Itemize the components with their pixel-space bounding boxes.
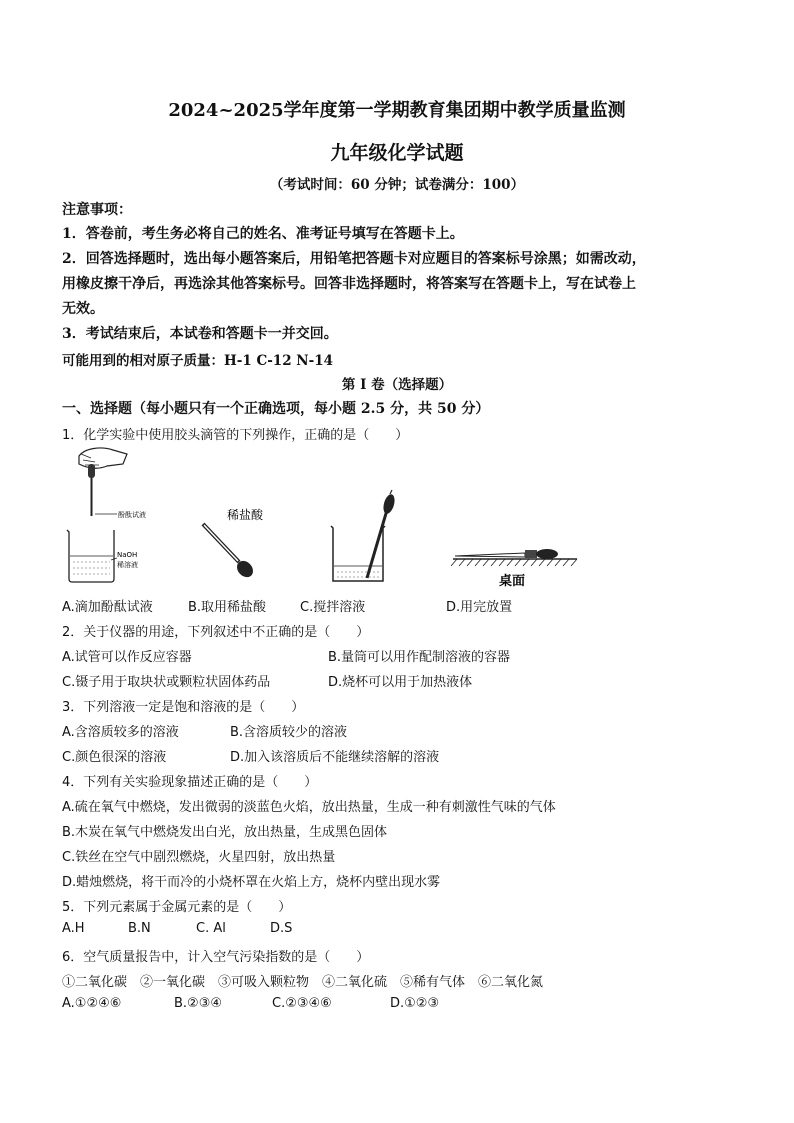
q5-option-a: A.H [62,921,85,936]
q5-option-c: C. Al [196,921,226,936]
question-1-stem: 1．化学实验中使用胶头滴管的下列操作，正确的是（ ） [62,428,409,443]
q3-option-c: C.颜色很深的溶液 [62,750,167,765]
question-3-stem: 3．下列溶液一定是饱和溶液的是（ ） [62,700,305,715]
q1-option-a: A.滴加酚酞试液 [62,600,153,615]
beaker-icon [331,526,385,581]
label-naoh: NaOH [117,551,138,559]
question-2-stem: 2．关于仪器的用途，下列叙述中不正确的是（ ） [62,625,370,640]
q4-option-a: A.硫在氧气中燃烧，发出微弱的淡蓝色火焰，放出热量，生成一种有刺激性气味的气体 [62,800,556,815]
q2-option-b: B.量筒可以用作配制溶液的容器 [328,650,511,665]
q1-option-c: C.搅拌溶液 [300,600,366,615]
exam-title: 2024~2025学年度第一学期教育集团期中教学质量监测 [168,100,626,121]
figure-d-placed [451,549,577,589]
q6-option-d: D.①②③ [390,996,440,1011]
note-2-line-3: 无效。 [62,301,104,317]
q5-option-d: D.S [270,921,293,936]
q3-option-a: A.含溶质较多的溶液 [62,725,179,740]
q3-option-d: D.加入该溶质后不能继续溶解的溶液 [230,750,440,765]
label-dilute-solution: 稀溶液 [117,561,138,569]
q5-option-b: B.N [128,921,151,936]
q6-items: ①二氧化碳 ②一氧化碳 ③可吸入颗粒物 ④二氧化硫 ⑤稀有气体 ⑥二氧化氮 [62,975,544,990]
exam-subtitle: 九年级化学试题 [330,142,464,164]
figure-c-stirring [331,490,397,581]
q1-option-d: D.用完放置 [446,600,513,615]
rubber-bulb-icon [88,464,95,478]
label-table: 桌面 [499,574,526,589]
note-2-line-1: 2．回答选择题时，选出每小题答案后，用铅笔把答题卡对应题目的答案标号涂黑；如需改动， [62,251,646,267]
question-6-stem: 6．空气质量报告中，计入空气污染指数的是（ ） [62,950,370,965]
note-2-line-2: 用橡皮擦干净后，再选涂其他答案标号。回答非选择题时，将答案写在答题卡上，写在试卷上 [62,276,636,292]
rubber-bulb-icon [381,493,396,515]
part-1-heading: 第 I 卷（选择题） [341,377,453,393]
label-indicator: 酚酞试液 [118,511,146,519]
notes-heading: 注意事项： [62,202,132,218]
q1-option-b: B.取用稀盐酸 [188,600,267,615]
q6-option-b: B.②③④ [174,996,223,1011]
q2-option-d: D.烧杯可以用于加热液体 [328,675,473,690]
section-1-heading: 一、选择题（每小题只有一个正确选项，每小题 2.5 分，共 50 分） [62,401,490,417]
q6-option-a: A.①②④⑥ [62,996,122,1011]
q4-option-b: B.木炭在氧气中燃烧发出白光，放出热量，生成黑色固体 [62,825,388,840]
q3-option-b: B.含溶质较少的溶液 [230,725,348,740]
dropper-figure [55,444,595,594]
atomic-masses: 可能用到的相对原子质量：H-1 C-12 N-14 [62,353,334,369]
q2-option-c: C.镊子用于取块状或颗粒状固体药品 [62,675,271,690]
q2-option-a: A.试管可以作反应容器 [62,650,192,665]
q4-option-d: D.蜡烛燃烧，将干而冷的小烧杯罩在火焰上方，烧杯内壁出现水雾 [62,875,441,890]
exam-info: （考试时间：60 分钟；试卷满分：100） [269,177,525,193]
q6-option-c: C.②③④⑥ [272,996,332,1011]
q4-option-c: C.铁丝在空气中剧烈燃烧，火星四射，放出热量 [62,850,336,865]
note-3: 3．考试结束后，本试卷和答题卡一并交回。 [62,326,338,342]
question-4-stem: 4．下列有关实验现象描述正确的是（ ） [62,775,318,790]
question-5-stem: 5．下列元素属于金属元素的是（ ） [62,900,292,915]
note-1: 1．答卷前，考生务必将自己的姓名、准考证号填写在答题卡上。 [62,226,464,242]
rubber-bulb-icon [536,549,558,559]
label-dilute-hcl: 稀盐酸 [227,508,264,522]
figure-b-taking-acid [203,507,264,580]
figure-a-dropping [67,448,146,582]
